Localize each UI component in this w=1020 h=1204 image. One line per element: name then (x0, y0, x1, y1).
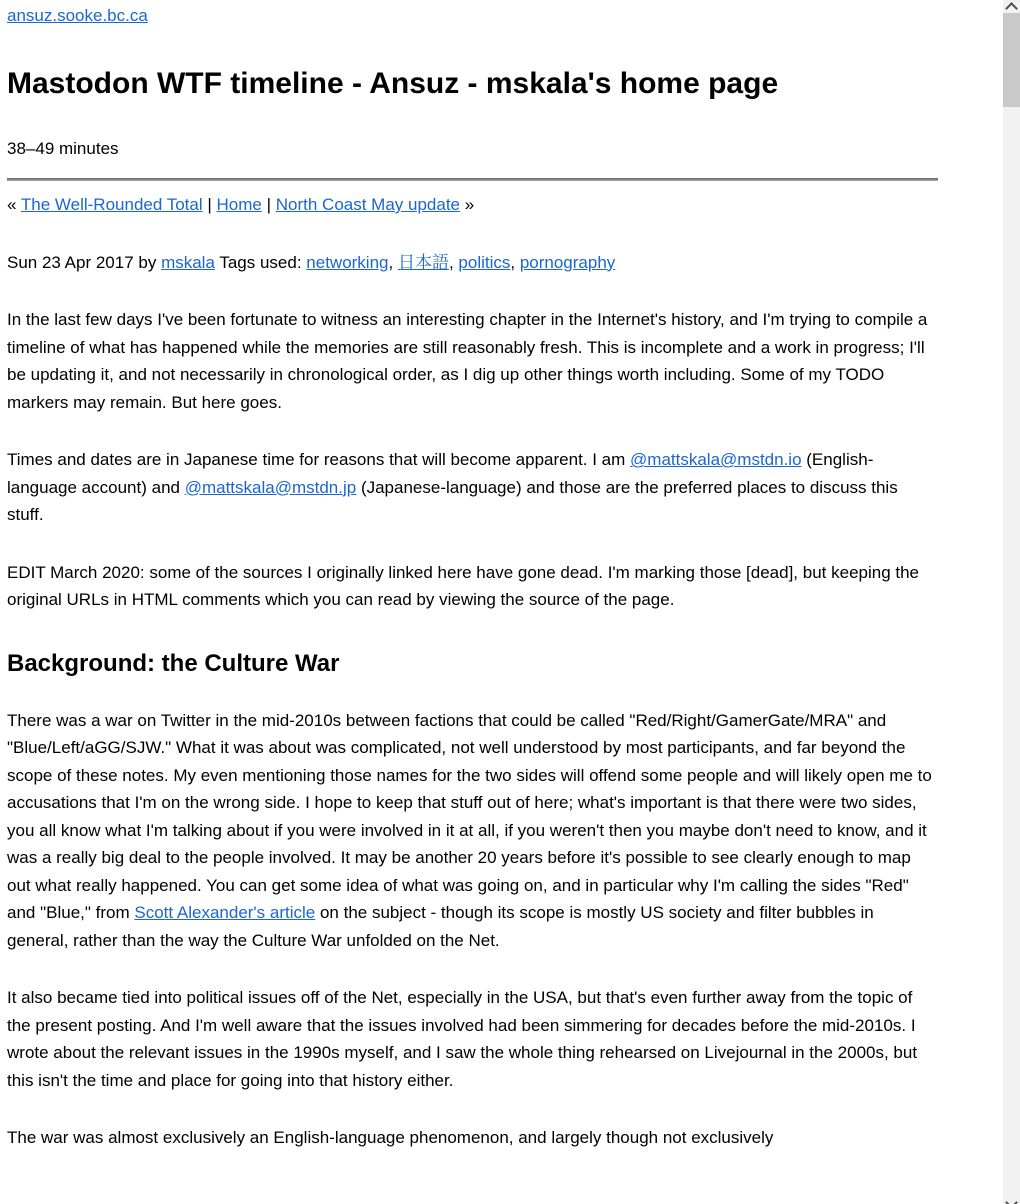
inline-link[interactable]: Home (216, 195, 262, 214)
reading-time: 38–49 minutes (7, 139, 119, 158)
paragraph-english-language: The war was almost exclusively an English-language phenomenon, and largely though not exclusively (7, 1128, 774, 1147)
inline-link[interactable]: The Well-Rounded Total (20, 195, 203, 214)
inline-link[interactable]: 日本語 (397, 252, 449, 272)
section-heading-background: Background: the Culture War (7, 649, 340, 677)
inline-link[interactable]: North Coast May update (275, 195, 461, 214)
site-domain-link[interactable]: ansuz.sooke.bc.ca (7, 6, 148, 25)
scrollbar-track[interactable] (1003, 0, 1020, 1204)
inline-link[interactable]: pornography (519, 252, 616, 272)
paragraph-edit-note: EDIT March 2020: some of the sources I originally linked here have gone dead. I'm marking those [dead], but keeping the original URLs in HTML comments which you can read by viewing the source of the page. (7, 562, 920, 609)
prev-next-nav: « The Well-Rounded Total | Home | North Coast May update » (7, 195, 475, 214)
paragraph-intro: In the last few days I've been fortunate to witness an interesting chapter in the Internet's history, and I'm trying to compile a timeline of what has happened while the memories are still reasonably fresh. This is incomplete and a work in progress; I'll be updating it, and not necessarily in chronological order, as I dig up other things worth including. Some of my TODO markers may remain. But here goes. (7, 310, 928, 412)
site-domain-line (7, 5, 938, 26)
page-title: Mastodon WTF timeline - Ansuz - mskala's home page (7, 67, 779, 100)
article (7, 0, 938, 1152)
paragraph-culture-war: There was a war on Twitter in the mid-2010s between factions that could be called "Red/Right/GamerGate/MRA" and "Blue/Left/aGG/SJW." What it was about was complicated, not well understood by most participants, and far beyond the scope of these notes. My even mentioning those names for the two sides will offend some people and will likely open me to accusations that I'm on the wrong side. I hope to keep that stuff out of here; what's important is that there were two sides, you all know what I'm talking about if you were involved in it at all, if you weren't then you maybe don't need to know, and it was a really big deal to the people involved. It may be another 20 years before it's possible to see clearly enough to map out what really happened. You can get some idea of what was going on, and in particular why I'm calling the sides "Red" and "Blue," from Scott Alexander's article on the subject - though its scope is mostly US society and filter bubbles in general, rather than the way the Culture War unfolded on the Net. (7, 710, 932, 950)
inline-link[interactable]: networking (306, 252, 389, 272)
chevron-down-icon (1005, 1196, 1018, 1204)
divider (7, 178, 938, 181)
paragraph-politics: It also became tied into political issues off of the Net, especially in the USA, but that's even further away from the topic of the present posting. And I'm well aware that the issues involved had been simmering for decades before the mid-2010s. I wrote about the relevant issues in the 1990s myself, and I saw the whole thing rehearsed on Livejournal in the 2000s, but this isn't the time and place for going into that history either. (7, 988, 918, 1090)
scrollbar-up-button[interactable] (1003, 0, 1020, 14)
scrollbar-thumb[interactable] (1003, 13, 1020, 107)
inline-link[interactable]: politics (458, 252, 511, 272)
inline-link[interactable]: @mattskala@mstdn.jp (184, 477, 357, 497)
byline-and-tags: Sun 23 Apr 2017 by mskala Tags used: networking, 日本語, politics, pornography (7, 252, 616, 272)
scrollbar-down-button[interactable] (1003, 1197, 1020, 1204)
paragraph-contact: Times and dates are in Japanese time for reasons that will become apparent. I am @mattskala@mstdn.io (English-language account) and @mattskala@mstdn.jp (Japanese-language) and those are the preferred places to discuss this stuff. (7, 450, 898, 524)
inline-link[interactable]: @mattskala@mstdn.io (630, 450, 802, 469)
inline-link[interactable]: Scott Alexander's article (134, 903, 316, 922)
inline-link[interactable]: mskala (161, 252, 215, 272)
